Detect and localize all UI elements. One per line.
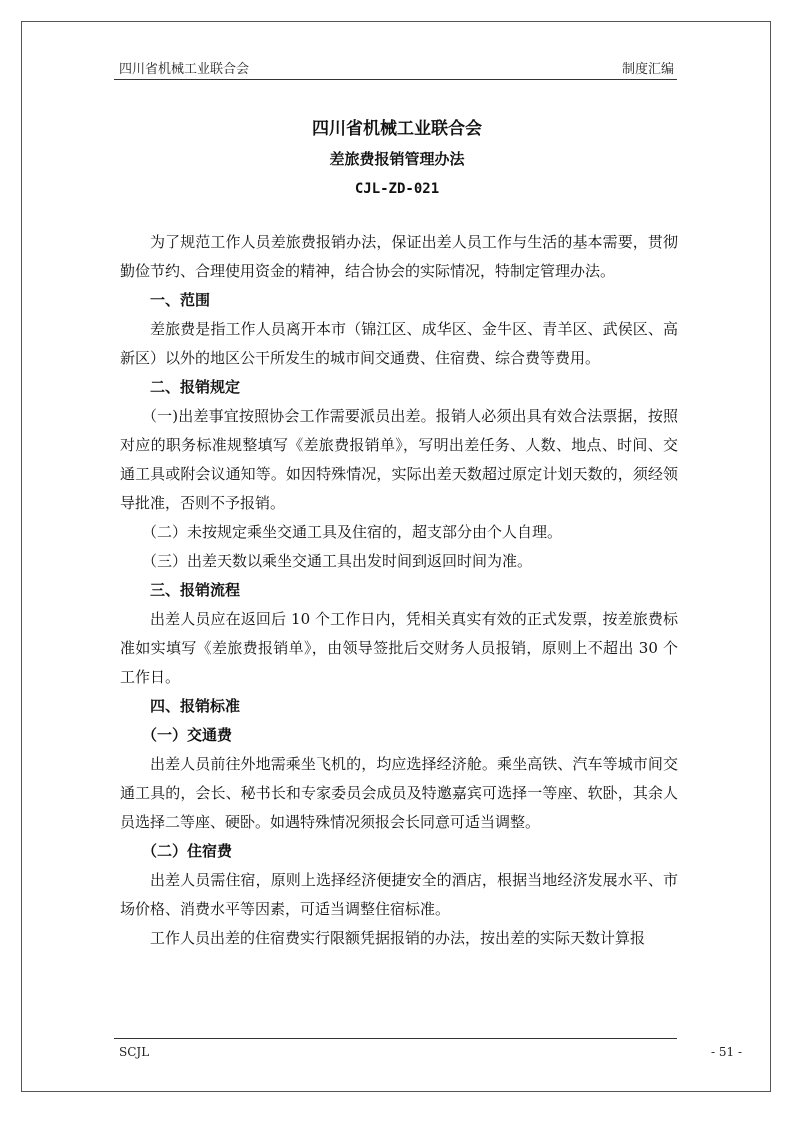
section-paragraph: 出差人员应在返回后 10 个工作日内，凭相关真实有效的正式发票，按差旅费标准如实填写《差旅费报销单》，由领导签批后交财务人员报销，原则上不超出 30 个工作日。 [120, 610, 678, 686]
section-paragraph: （二）未按规定乘坐交通工具及住宿的，超支部分由个人自理。 [142, 523, 563, 541]
page-number: - 51 - [710, 1045, 742, 1059]
section-paragraph: 出差人员需住宿，原则上选择经济便捷安全的酒店，根据当地经济发展水平、市场价格、消费水平等因素，可适当调整住宿标准。 [120, 871, 678, 918]
header-organization: 四川省机械工业联合会 [119, 62, 250, 77]
section-heading: 二、报销规定 [150, 378, 241, 396]
document-body [120, 228, 678, 953]
section-paragraph: （一)出差事宜按照协会工作需要派员出差。报销人必须出具有效合法票据，按照对应的职务标准规整填写《差旅费报销单》，写明出差任务、人数、地点、时间、交通工具或附会议通知等。如因特殊情况，实际出差天数超过原定计划天数的，须经领导批准，否则不予报销。 [120, 407, 678, 512]
document-organization: 四川省机械工业联合会 [312, 119, 482, 139]
footer-code: SCJL [119, 1045, 150, 1059]
footer-rule [114, 1038, 677, 1039]
section-heading: 一、范围 [150, 291, 211, 309]
document-title: 差旅费报销管理办法 [329, 150, 465, 168]
section-heading: 四、报销标准 [150, 697, 241, 715]
section-heading: 三、报销流程 [150, 581, 241, 599]
intro-paragraph: 为了规范工作人员差旅费报销办法，保证出差人员工作与生活的基本需要，贯彻勤俭节约、合理使用资金的精神，结合协会的实际情况，特制定管理办法。 [120, 233, 678, 280]
subsection-heading: （一）交通费 [142, 726, 233, 744]
section-paragraph: 工作人员出差的住宿费实行限额凭据报销的办法，按出差的实际天数计算报 [150, 929, 646, 947]
header-rule [114, 79, 677, 80]
header-section: 制度汇编 [621, 62, 674, 77]
subsection-heading: （二）住宿费 [142, 842, 233, 860]
section-paragraph: 差旅费是指工作人员离开本市（锦江区、成华区、金牛区、青羊区、武侯区、高新区）以外的地区公干所发生的城市间交通费、住宿费、综合费等费用。 [120, 320, 678, 367]
section-paragraph: （三）出差天数以乘坐交通工具出发时间到返回时间为准。 [142, 552, 533, 570]
document-code: CJL-ZD-021 [354, 181, 440, 197]
section-paragraph: 出差人员前往外地需乘坐飞机的，均应选择经济舱。乘坐高铁、汽车等城市间交通工具的，会长、秘书长和专家委员会成员及特邀嘉宾可选择一等座、软卧，其余人员选择二等座、硬卧。如遇特殊情况须报会长同意可适当调整。 [120, 755, 678, 831]
